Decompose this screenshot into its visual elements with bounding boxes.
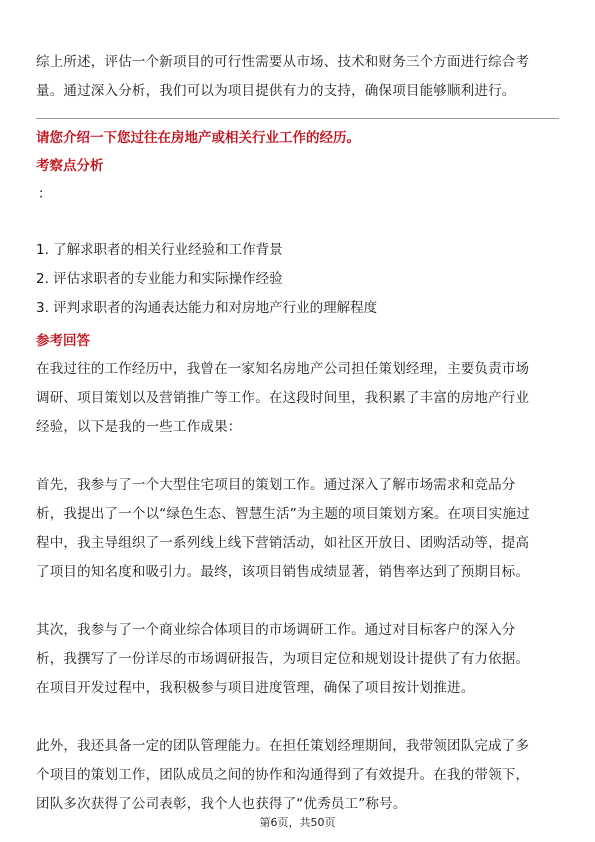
answer-paragraph bbox=[36, 616, 561, 703]
analysis-point: 2. 评估求职者的专业能力和实际操作经验 bbox=[36, 271, 283, 287]
text-line: 团队多次获得了公司表彰，我个人也获得了“优秀员工”称号。 bbox=[36, 796, 407, 812]
answer-heading: 参考回答 bbox=[36, 333, 90, 349]
analysis-heading: 考察点分析 bbox=[36, 158, 104, 174]
analysis-colon: ： bbox=[38, 186, 52, 202]
intro-paragraph bbox=[36, 48, 561, 106]
text-line: 首先，我参与了一个大型住宅项目的策划工作。通过深入了解市场需求和竞品分 bbox=[36, 477, 516, 493]
analysis-point: 3. 评判求职者的沟通表达能力和对房地产行业的理解程度 bbox=[36, 300, 378, 316]
page-number-footer: 第6页，共50页 bbox=[259, 816, 336, 829]
answer-paragraph bbox=[36, 732, 561, 819]
text-line: 在项目开发过程中，我积极参与项目进度管理，确保了项目按计划推进。 bbox=[36, 680, 475, 696]
text-line: 量。通过深入分析，我们可以为项目提供有力的支持，确保项目能够顺利进行。 bbox=[36, 83, 516, 99]
text-line: 程中，我主导组织了一系列线上线下营销活动，如社区开放日、团购活动等，提高 bbox=[36, 535, 530, 551]
analysis-point: 1. 了解求职者的相关行业经验和工作背景 bbox=[36, 242, 283, 258]
answer-paragraph bbox=[36, 355, 561, 442]
text-line: 综上所述，评估一个新项目的可行性需要从市场、技术和财务三个方面进行综合考 bbox=[36, 54, 530, 70]
text-line: 调研、项目策划以及营销推广等工作。在这段时间里，我积累了丰富的房地产行业 bbox=[36, 390, 530, 406]
text-line: 其次，我参与了一个商业综合体项目的市场调研工作。通过对目标客户的深入分 bbox=[36, 622, 516, 638]
text-line: 析，我提出了一个以“绿色生态、智慧生活”为主题的项目策划方案。在项目实施过 bbox=[36, 506, 530, 522]
question-title: 请您介绍一下您过往在房地产或相关行业工作的经历。 bbox=[36, 130, 360, 146]
answer-paragraph bbox=[36, 471, 561, 587]
text-line: 了项目的知名度和吸引力。最终，该项目销售成绩显著，销售率达到了预期目标。 bbox=[36, 564, 530, 580]
text-line: 个项目的策划工作，团队成员之间的协作和沟通得到了有效提升。在我的带领下， bbox=[36, 767, 530, 783]
text-line: 析，我撰写了一份详尽的市场调研报告，为项目定位和规划设计提供了有力依据。 bbox=[36, 651, 530, 667]
text-line: 在我过往的工作经历中，我曾在一家知名房地产公司担任策划经理，主要负责市场 bbox=[36, 361, 530, 377]
divider bbox=[36, 118, 559, 119]
text-line: 此外，我还具备一定的团队管理能力。在担任策划经理期间，我带领团队完成了多 bbox=[36, 738, 530, 754]
text-line: 经验，以下是我的一些工作成果： bbox=[36, 419, 242, 435]
